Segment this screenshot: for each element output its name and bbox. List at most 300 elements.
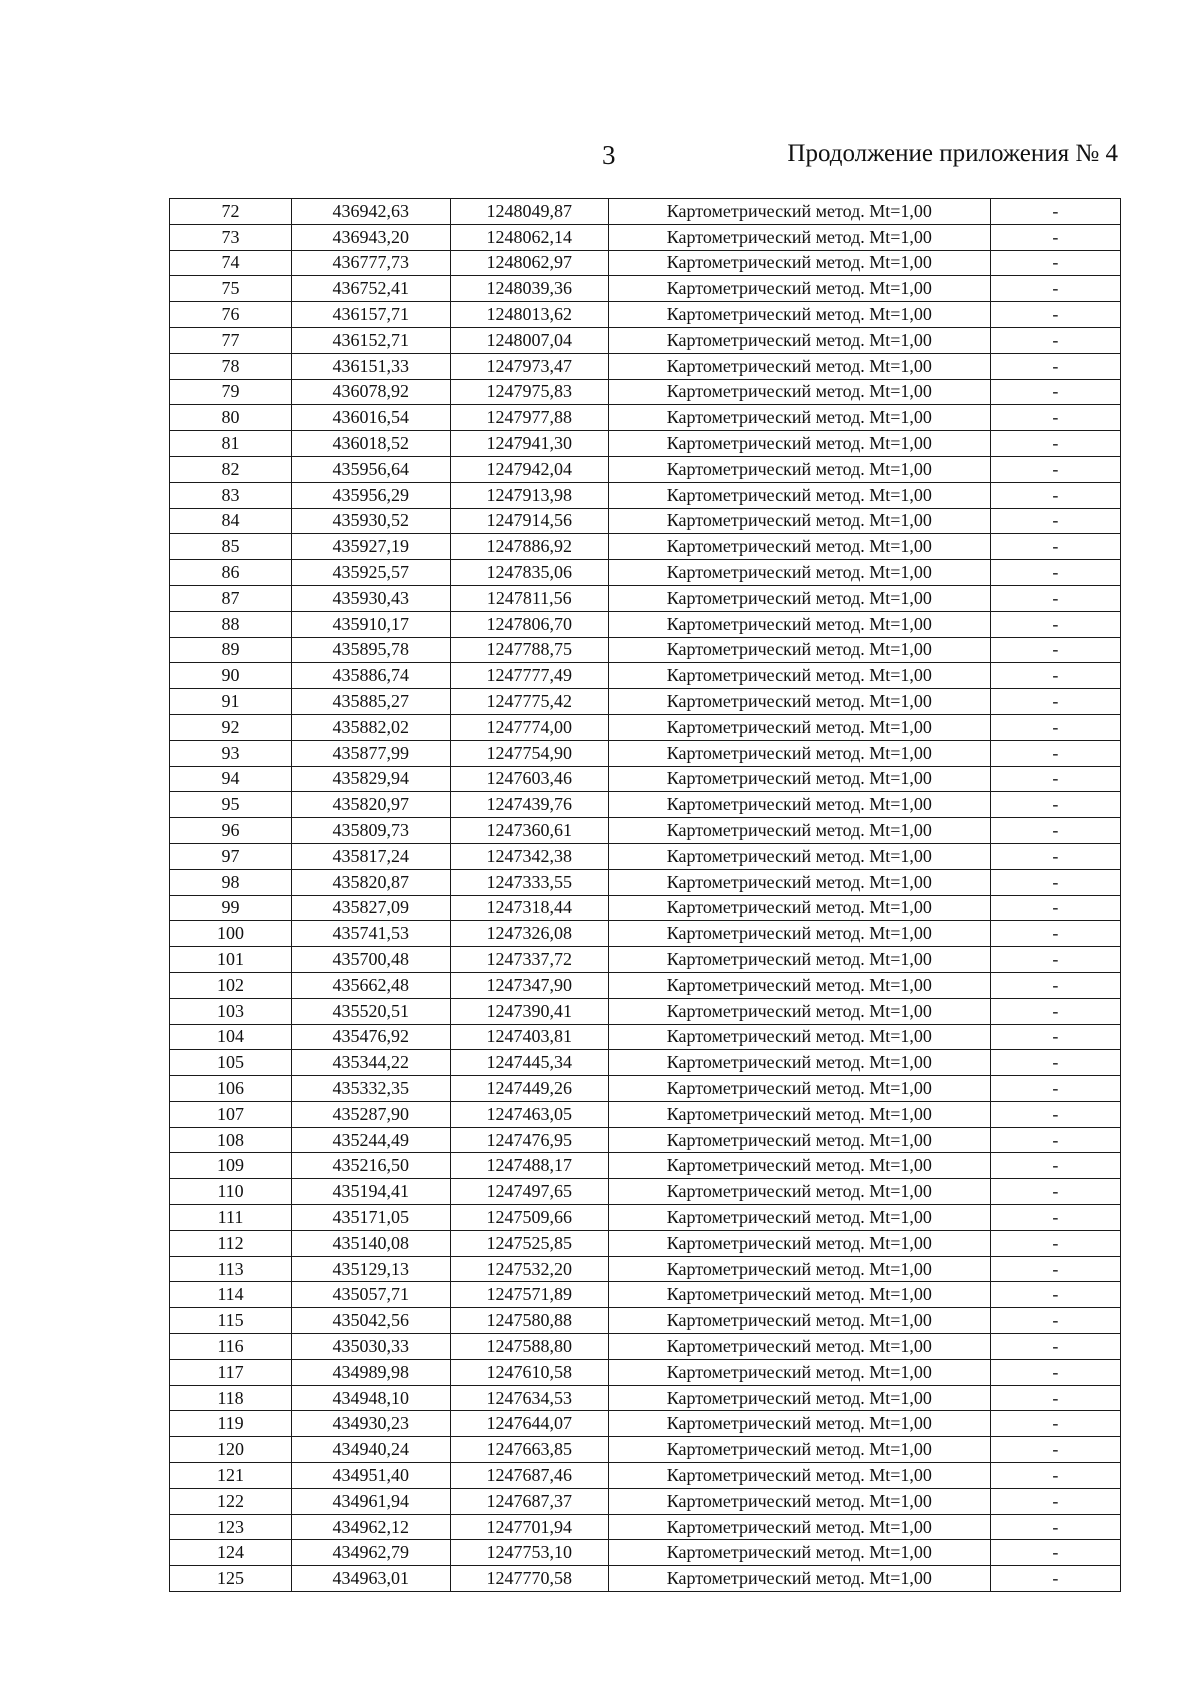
y-coordinate-cell: 1247580,88 [450,1308,609,1334]
point-number-cell: 72 [170,199,292,225]
point-number-cell: 121 [170,1463,292,1489]
method-cell: Картометрический метод. Mt=1,00 [609,560,991,586]
point-number-cell: 85 [170,534,292,560]
table-row [170,250,1121,276]
note-cell: - [990,1076,1120,1102]
method-cell: Картометрический метод. Mt=1,00 [609,1101,991,1127]
note-cell: - [990,921,1120,947]
method-cell: Картометрический метод. Mt=1,00 [609,611,991,637]
point-number-cell: 86 [170,560,292,586]
method-cell: Картометрический метод. Mt=1,00 [609,1334,991,1360]
table-row [170,379,1121,405]
note-cell: - [990,1514,1120,1540]
method-cell: Картометрический метод. Mt=1,00 [609,1076,991,1102]
point-number-cell: 119 [170,1411,292,1437]
y-coordinate-cell: 1248049,87 [450,199,609,225]
x-coordinate-cell: 435216,50 [292,1153,451,1179]
point-number-cell: 124 [170,1540,292,1566]
x-coordinate-cell: 435129,13 [292,1256,451,1282]
method-cell: Картометрический метод. Mt=1,00 [609,1024,991,1050]
x-coordinate-cell: 435287,90 [292,1101,451,1127]
note-cell: - [990,1463,1120,1489]
x-coordinate-cell: 435877,99 [292,740,451,766]
method-cell: Картометрический метод. Mt=1,00 [609,1205,991,1231]
x-coordinate-cell: 434961,94 [292,1488,451,1514]
note-cell: - [990,1359,1120,1385]
note-cell: - [990,456,1120,482]
y-coordinate-cell: 1247806,70 [450,611,609,637]
y-coordinate-cell: 1247941,30 [450,431,609,457]
y-coordinate-cell: 1247476,95 [450,1127,609,1153]
point-number-cell: 78 [170,353,292,379]
point-number-cell: 110 [170,1179,292,1205]
x-coordinate-cell: 436777,73 [292,250,451,276]
x-coordinate-cell: 435885,27 [292,689,451,715]
note-cell: - [990,1230,1120,1256]
point-number-cell: 98 [170,869,292,895]
y-coordinate-cell: 1247571,89 [450,1282,609,1308]
method-cell: Картометрический метод. Mt=1,00 [609,869,991,895]
table-row [170,663,1121,689]
note-cell: - [990,1101,1120,1127]
point-number-cell: 114 [170,1282,292,1308]
point-number-cell: 112 [170,1230,292,1256]
note-cell: - [990,998,1120,1024]
y-coordinate-cell: 1247701,94 [450,1514,609,1540]
table-row [170,895,1121,921]
method-cell: Картометрический метод. Mt=1,00 [609,327,991,353]
note-cell: - [990,972,1120,998]
method-cell: Картометрический метод. Mt=1,00 [609,1179,991,1205]
point-number-cell: 76 [170,302,292,328]
y-coordinate-cell: 1247644,07 [450,1411,609,1437]
table-row [170,1308,1121,1334]
point-number-cell: 118 [170,1385,292,1411]
table-row [170,714,1121,740]
method-cell: Картометрический метод. Mt=1,00 [609,947,991,973]
y-coordinate-cell: 1247532,20 [450,1256,609,1282]
point-number-cell: 101 [170,947,292,973]
table-row [170,1256,1121,1282]
point-number-cell: 95 [170,792,292,818]
table-row [170,1334,1121,1360]
x-coordinate-cell: 435344,22 [292,1050,451,1076]
x-coordinate-cell: 435741,53 [292,921,451,947]
y-coordinate-cell: 1247753,10 [450,1540,609,1566]
table-row [170,456,1121,482]
method-cell: Картометрический метод. Mt=1,00 [609,792,991,818]
y-coordinate-cell: 1247687,37 [450,1488,609,1514]
method-cell: Картометрический метод. Mt=1,00 [609,276,991,302]
y-coordinate-cell: 1247788,75 [450,637,609,663]
method-cell: Картометрический метод. Mt=1,00 [609,663,991,689]
method-cell: Картометрический метод. Mt=1,00 [609,482,991,508]
method-cell: Картометрический метод. Mt=1,00 [609,1411,991,1437]
x-coordinate-cell: 434951,40 [292,1463,451,1489]
x-coordinate-cell: 434989,98 [292,1359,451,1385]
x-coordinate-cell: 435030,33 [292,1334,451,1360]
point-number-cell: 111 [170,1205,292,1231]
method-cell: Картометрический метод. Mt=1,00 [609,1488,991,1514]
y-coordinate-cell: 1247488,17 [450,1153,609,1179]
method-cell: Картометрический метод. Mt=1,00 [609,1308,991,1334]
x-coordinate-cell: 435140,08 [292,1230,451,1256]
y-coordinate-cell: 1247634,53 [450,1385,609,1411]
x-coordinate-cell: 435956,29 [292,482,451,508]
x-coordinate-cell: 435662,48 [292,972,451,998]
note-cell: - [990,1488,1120,1514]
x-coordinate-cell: 434963,01 [292,1566,451,1592]
point-number-cell: 117 [170,1359,292,1385]
point-number-cell: 74 [170,250,292,276]
y-coordinate-cell: 1247913,98 [450,482,609,508]
note-cell: - [990,663,1120,689]
x-coordinate-cell: 435244,49 [292,1127,451,1153]
y-coordinate-cell: 1248013,62 [450,302,609,328]
method-cell: Картометрический метод. Mt=1,00 [609,353,991,379]
y-coordinate-cell: 1247610,58 [450,1359,609,1385]
note-cell: - [990,199,1120,225]
note-cell: - [990,431,1120,457]
table-row [170,1076,1121,1102]
y-coordinate-cell: 1247835,06 [450,560,609,586]
method-cell: Картометрический метод. Mt=1,00 [609,456,991,482]
y-coordinate-cell: 1247326,08 [450,921,609,947]
table-row [170,1050,1121,1076]
x-coordinate-cell: 435827,09 [292,895,451,921]
note-cell: - [990,1334,1120,1360]
note-cell: - [990,947,1120,973]
note-cell: - [990,1385,1120,1411]
coordinates-table-body [170,199,1121,1592]
y-coordinate-cell: 1247687,46 [450,1463,609,1489]
point-number-cell: 83 [170,482,292,508]
y-coordinate-cell: 1247663,85 [450,1437,609,1463]
table-row [170,766,1121,792]
x-coordinate-cell: 435882,02 [292,714,451,740]
table-row [170,1024,1121,1050]
y-coordinate-cell: 1247463,05 [450,1101,609,1127]
table-row [170,1385,1121,1411]
x-coordinate-cell: 435956,64 [292,456,451,482]
point-number-cell: 77 [170,327,292,353]
table-row [170,843,1121,869]
table-row [170,998,1121,1024]
point-number-cell: 120 [170,1437,292,1463]
point-number-cell: 103 [170,998,292,1024]
point-number-cell: 94 [170,766,292,792]
note-cell: - [990,379,1120,405]
note-cell: - [990,224,1120,250]
y-coordinate-cell: 1247886,92 [450,534,609,560]
table-row [170,1566,1121,1592]
method-cell: Картометрический метод. Mt=1,00 [609,921,991,947]
point-number-cell: 93 [170,740,292,766]
x-coordinate-cell: 435895,78 [292,637,451,663]
y-coordinate-cell: 1248062,97 [450,250,609,276]
table-row [170,508,1121,534]
y-coordinate-cell: 1247360,61 [450,818,609,844]
table-row [170,792,1121,818]
y-coordinate-cell: 1247588,80 [450,1334,609,1360]
x-coordinate-cell: 435520,51 [292,998,451,1024]
table-row [170,972,1121,998]
y-coordinate-cell: 1248039,36 [450,276,609,302]
y-coordinate-cell: 1247509,66 [450,1205,609,1231]
y-coordinate-cell: 1247774,00 [450,714,609,740]
x-coordinate-cell: 435817,24 [292,843,451,869]
method-cell: Картометрический метод. Mt=1,00 [609,1256,991,1282]
y-coordinate-cell: 1248007,04 [450,327,609,353]
point-number-cell: 115 [170,1308,292,1334]
table-row [170,534,1121,560]
point-number-cell: 104 [170,1024,292,1050]
point-number-cell: 96 [170,818,292,844]
note-cell: - [990,818,1120,844]
method-cell: Картометрический метод. Mt=1,00 [609,405,991,431]
method-cell: Картометрический метод. Mt=1,00 [609,1050,991,1076]
x-coordinate-cell: 435886,74 [292,663,451,689]
x-coordinate-cell: 435930,43 [292,585,451,611]
point-number-cell: 106 [170,1076,292,1102]
x-coordinate-cell: 436942,63 [292,199,451,225]
method-cell: Картометрический метод. Mt=1,00 [609,379,991,405]
method-cell: Картометрический метод. Mt=1,00 [609,431,991,457]
x-coordinate-cell: 435927,19 [292,534,451,560]
method-cell: Картометрический метод. Mt=1,00 [609,585,991,611]
note-cell: - [990,1540,1120,1566]
point-number-cell: 100 [170,921,292,947]
table-row [170,818,1121,844]
y-coordinate-cell: 1247337,72 [450,947,609,973]
y-coordinate-cell: 1247390,41 [450,998,609,1024]
method-cell: Картометрический метод. Mt=1,00 [609,1127,991,1153]
y-coordinate-cell: 1247973,47 [450,353,609,379]
x-coordinate-cell: 434930,23 [292,1411,451,1437]
note-cell: - [990,1308,1120,1334]
note-cell: - [990,585,1120,611]
y-coordinate-cell: 1247347,90 [450,972,609,998]
method-cell: Картометрический метод. Mt=1,00 [609,1153,991,1179]
method-cell: Картометрический метод. Mt=1,00 [609,1359,991,1385]
table-row [170,585,1121,611]
x-coordinate-cell: 434948,10 [292,1385,451,1411]
point-number-cell: 89 [170,637,292,663]
y-coordinate-cell: 1247914,56 [450,508,609,534]
table-row [170,431,1121,457]
y-coordinate-cell: 1247942,04 [450,456,609,482]
note-cell: - [990,482,1120,508]
x-coordinate-cell: 435820,87 [292,869,451,895]
x-coordinate-cell: 435930,52 [292,508,451,534]
y-coordinate-cell: 1247403,81 [450,1024,609,1050]
method-cell: Картометрический метод. Mt=1,00 [609,1230,991,1256]
y-coordinate-cell: 1248062,14 [450,224,609,250]
note-cell: - [990,1437,1120,1463]
method-cell: Картометрический метод. Mt=1,00 [609,250,991,276]
note-cell: - [990,611,1120,637]
point-number-cell: 108 [170,1127,292,1153]
x-coordinate-cell: 436943,20 [292,224,451,250]
x-coordinate-cell: 434940,24 [292,1437,451,1463]
note-cell: - [990,740,1120,766]
table-row [170,224,1121,250]
note-cell: - [990,1127,1120,1153]
y-coordinate-cell: 1247439,76 [450,792,609,818]
point-number-cell: 107 [170,1101,292,1127]
x-coordinate-cell: 435925,57 [292,560,451,586]
method-cell: Картометрический метод. Mt=1,00 [609,714,991,740]
note-cell: - [990,1205,1120,1231]
x-coordinate-cell: 435476,92 [292,1024,451,1050]
x-coordinate-cell: 436752,41 [292,276,451,302]
table-row [170,1101,1121,1127]
point-number-cell: 122 [170,1488,292,1514]
point-number-cell: 102 [170,972,292,998]
table-row [170,276,1121,302]
point-number-cell: 91 [170,689,292,715]
method-cell: Картометрический метод. Mt=1,00 [609,1540,991,1566]
method-cell: Картометрический метод. Mt=1,00 [609,534,991,560]
x-coordinate-cell: 435332,35 [292,1076,451,1102]
point-number-cell: 90 [170,663,292,689]
x-coordinate-cell: 435809,73 [292,818,451,844]
x-coordinate-cell: 434962,79 [292,1540,451,1566]
point-number-cell: 109 [170,1153,292,1179]
y-coordinate-cell: 1247977,88 [450,405,609,431]
point-number-cell: 125 [170,1566,292,1592]
method-cell: Картометрический метод. Mt=1,00 [609,1385,991,1411]
method-cell: Картометрический метод. Mt=1,00 [609,1566,991,1592]
table-row [170,947,1121,973]
method-cell: Картометрический метод. Mt=1,00 [609,508,991,534]
y-coordinate-cell: 1247449,26 [450,1076,609,1102]
method-cell: Картометрический метод. Mt=1,00 [609,1514,991,1540]
note-cell: - [990,405,1120,431]
x-coordinate-cell: 435171,05 [292,1205,451,1231]
point-number-cell: 75 [170,276,292,302]
table-row [170,1463,1121,1489]
note-cell: - [990,1153,1120,1179]
coordinates-table [169,198,1121,1592]
point-number-cell: 79 [170,379,292,405]
y-coordinate-cell: 1247811,56 [450,585,609,611]
note-cell: - [990,689,1120,715]
table-row [170,353,1121,379]
method-cell: Картометрический метод. Mt=1,00 [609,766,991,792]
x-coordinate-cell: 435042,56 [292,1308,451,1334]
table-row [170,1179,1121,1205]
table-row [170,302,1121,328]
y-coordinate-cell: 1247525,85 [450,1230,609,1256]
table-row [170,689,1121,715]
method-cell: Картометрический метод. Mt=1,00 [609,740,991,766]
x-coordinate-cell: 436016,54 [292,405,451,431]
x-coordinate-cell: 435820,97 [292,792,451,818]
note-cell: - [990,1256,1120,1282]
y-coordinate-cell: 1247777,49 [450,663,609,689]
table-row [170,921,1121,947]
point-number-cell: 123 [170,1514,292,1540]
point-number-cell: 92 [170,714,292,740]
note-cell: - [990,276,1120,302]
page-number: 3 [602,140,616,170]
table-row [170,199,1121,225]
table-row [170,1153,1121,1179]
note-cell: - [990,637,1120,663]
point-number-cell: 81 [170,431,292,457]
point-number-cell: 99 [170,895,292,921]
table-row [170,611,1121,637]
y-coordinate-cell: 1247775,42 [450,689,609,715]
note-cell: - [990,353,1120,379]
table-row [170,869,1121,895]
point-number-cell: 80 [170,405,292,431]
y-coordinate-cell: 1247754,90 [450,740,609,766]
method-cell: Картометрический метод. Mt=1,00 [609,637,991,663]
point-number-cell: 87 [170,585,292,611]
x-coordinate-cell: 436151,33 [292,353,451,379]
table-row [170,327,1121,353]
y-coordinate-cell: 1247770,58 [450,1566,609,1592]
x-coordinate-cell: 435194,41 [292,1179,451,1205]
table-row [170,1282,1121,1308]
table-row [170,1514,1121,1540]
point-number-cell: 113 [170,1256,292,1282]
note-cell: - [990,1179,1120,1205]
point-number-cell: 88 [170,611,292,637]
table-row [170,1488,1121,1514]
table-row [170,637,1121,663]
note-cell: - [990,250,1120,276]
note-cell: - [990,714,1120,740]
table-row [170,1205,1121,1231]
x-coordinate-cell: 435700,48 [292,947,451,973]
note-cell: - [990,327,1120,353]
method-cell: Картометрический метод. Mt=1,00 [609,895,991,921]
note-cell: - [990,302,1120,328]
note-cell: - [990,1024,1120,1050]
y-coordinate-cell: 1247975,83 [450,379,609,405]
y-coordinate-cell: 1247318,44 [450,895,609,921]
table-row [170,740,1121,766]
x-coordinate-cell: 435829,94 [292,766,451,792]
table-row [170,1359,1121,1385]
y-coordinate-cell: 1247333,55 [450,869,609,895]
method-cell: Картометрический метод. Mt=1,00 [609,224,991,250]
table-row [170,1437,1121,1463]
y-coordinate-cell: 1247445,34 [450,1050,609,1076]
method-cell: Картометрический метод. Mt=1,00 [609,998,991,1024]
table-row [170,482,1121,508]
method-cell: Картометрический метод. Mt=1,00 [609,689,991,715]
point-number-cell: 82 [170,456,292,482]
table-row [170,405,1121,431]
table-row [170,1540,1121,1566]
note-cell: - [990,508,1120,534]
y-coordinate-cell: 1247342,38 [450,843,609,869]
note-cell: - [990,1566,1120,1592]
method-cell: Картометрический метод. Mt=1,00 [609,843,991,869]
note-cell: - [990,1282,1120,1308]
note-cell: - [990,1050,1120,1076]
note-cell: - [990,792,1120,818]
method-cell: Картометрический метод. Mt=1,00 [609,1282,991,1308]
note-cell: - [990,869,1120,895]
method-cell: Картометрический метод. Mt=1,00 [609,199,991,225]
note-cell: - [990,895,1120,921]
y-coordinate-cell: 1247497,65 [450,1179,609,1205]
